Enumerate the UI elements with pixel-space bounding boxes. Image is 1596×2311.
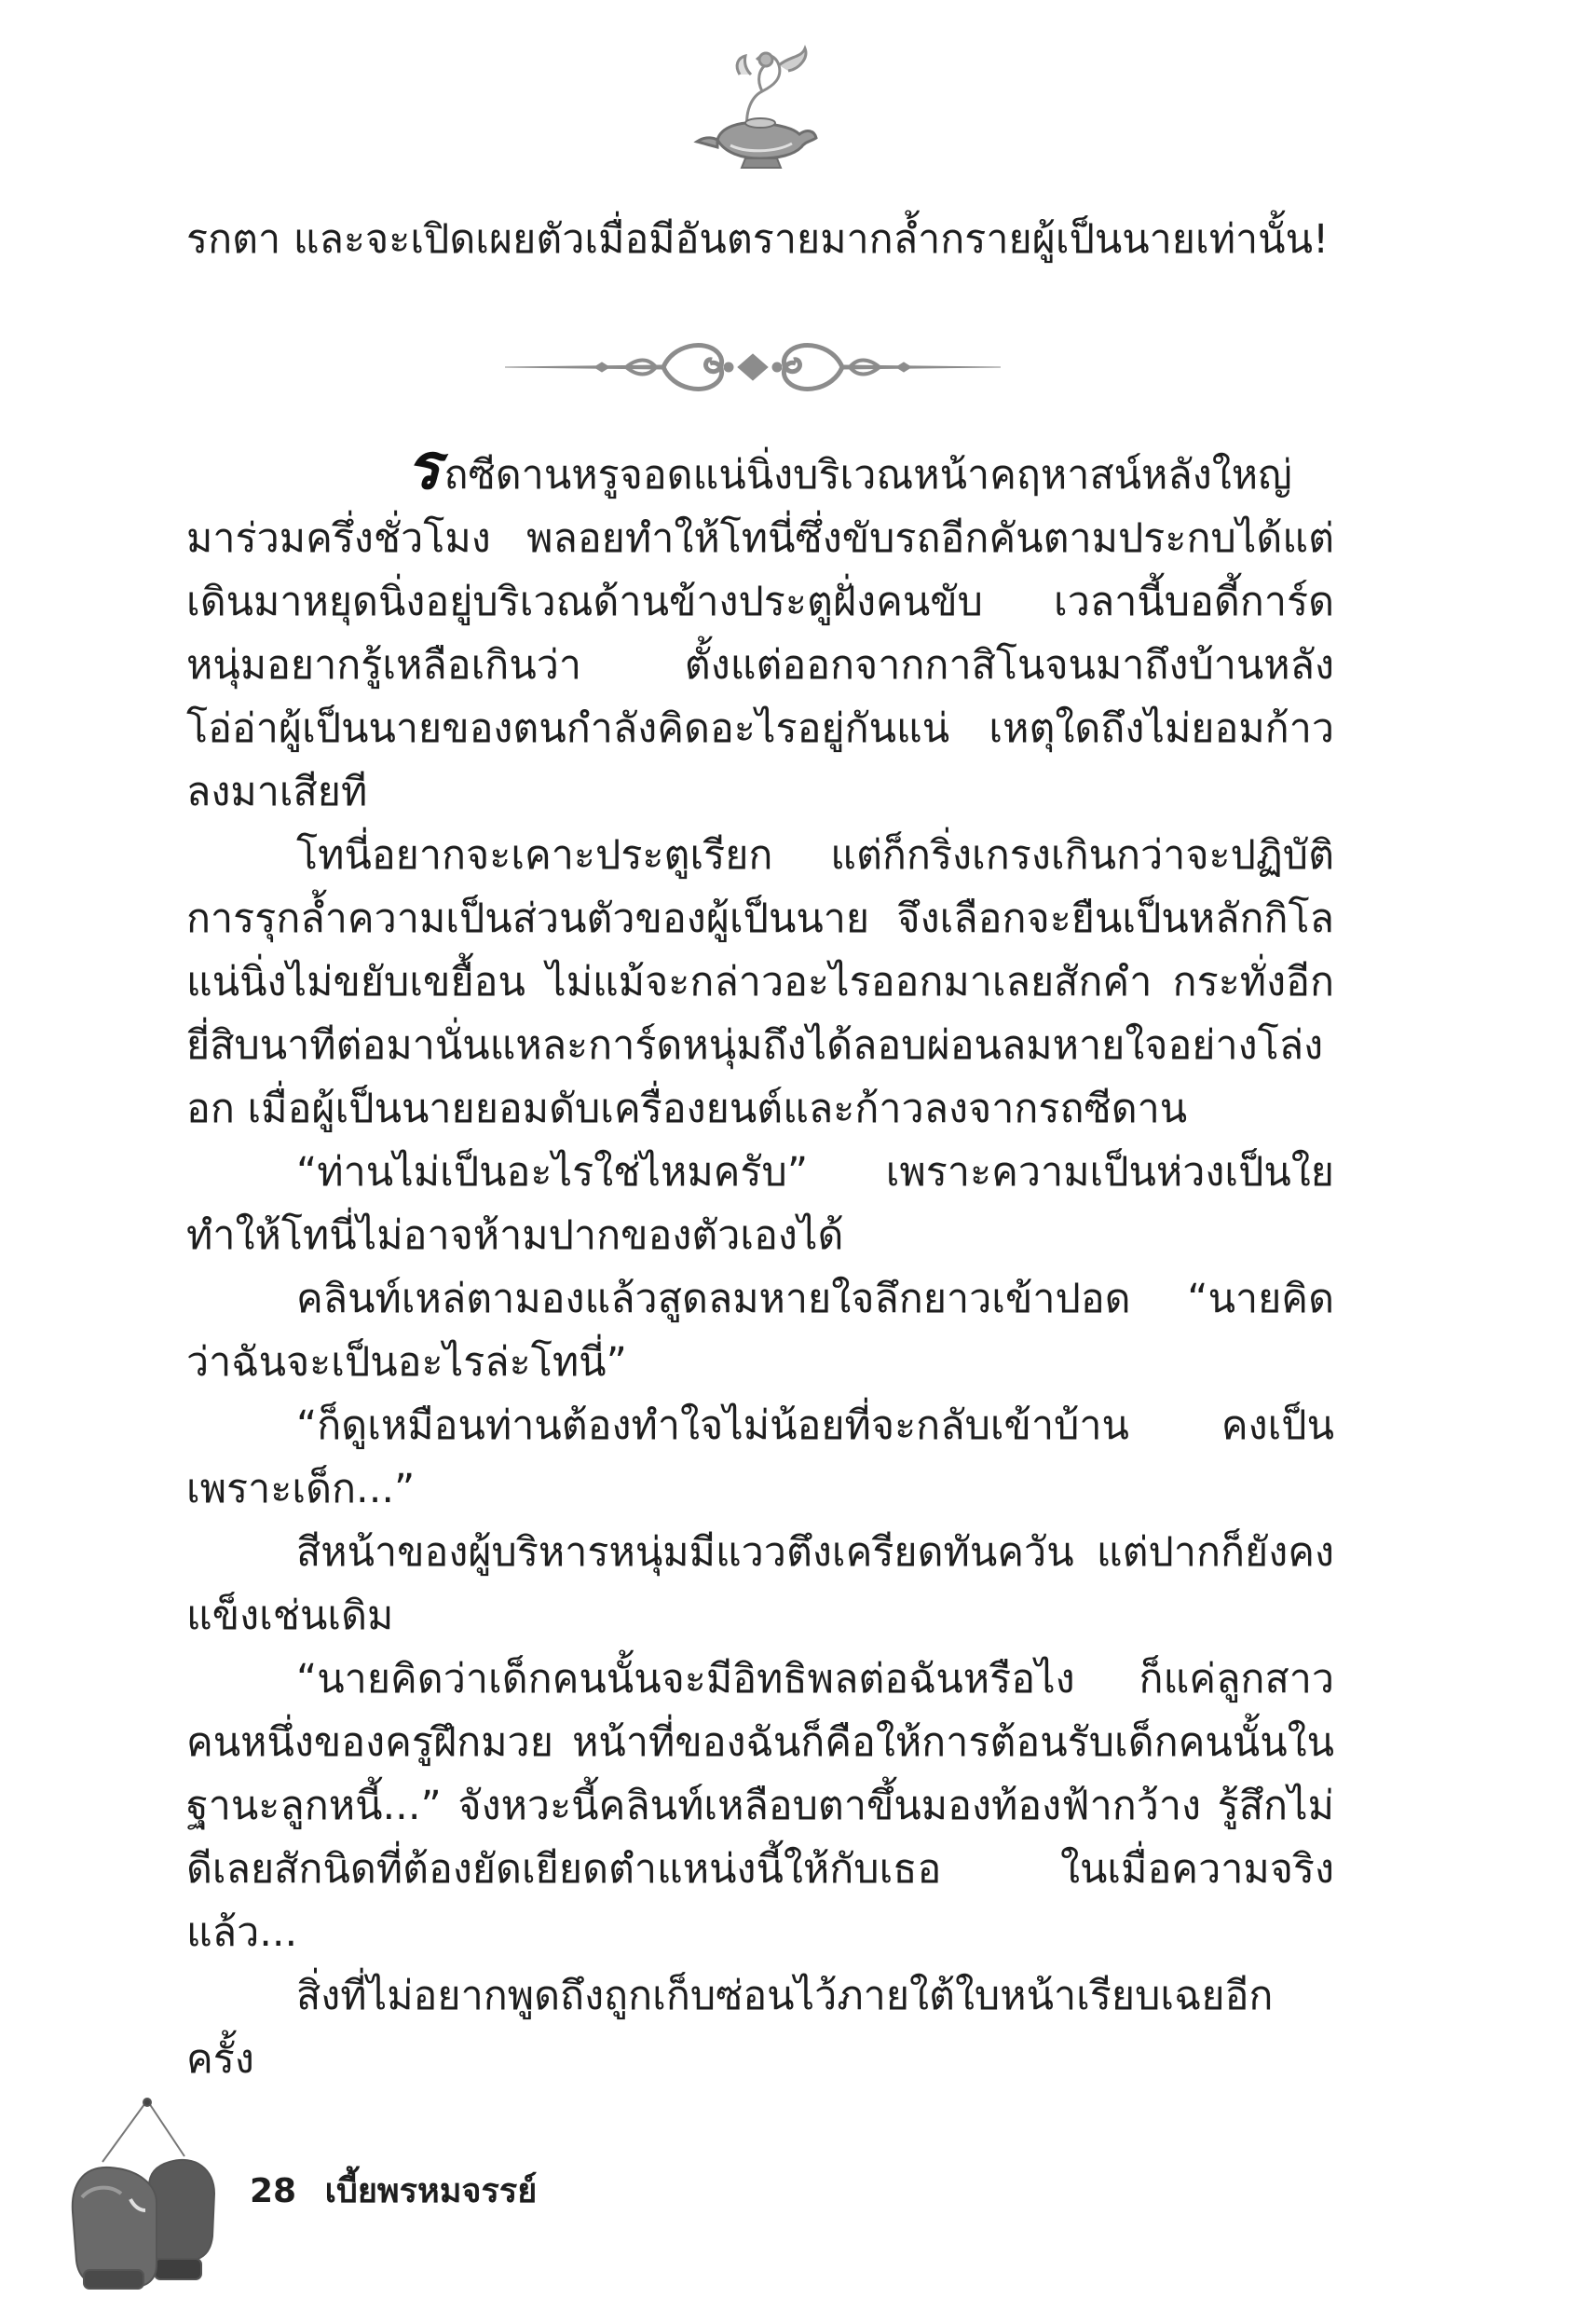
paragraph: “ท่านไม่เป็นอะไรใช่ไหมครับ” เพราะความเป็นห่วงเป็นใย ทำให้โทนี่ไม่อาจห้ามปากของตัวเองได้	[186, 1149, 1334, 1259]
paragraph: “นายคิดว่าเด็กคนนั้นจะมีอิทธิพลต่อฉันหรือไง ก็แค่ลูกสาวคนหนึ่งของครูฝึกมวย หน้าที่ของฉันก็คือให้การต้อนรับเด็กคนนั้นในฐานะลูกหนี้...” จังหวะนี้คลินท์เหลือบตาขึ้นมองท้องฟ้ากว้าง รู้สึกไม่ดีเลยสักนิดที่ต้องยัดเยียดตำแหน่งนี้ให้กับเธอ ในเมื่อความจริงแล้ว...	[186, 1656, 1334, 1956]
paragraph: “ก็ดูเหมือนท่านต้องทำใจไม่น้อยที่จะกลับเข้าบ้าน คงเป็นเพราะเด็ก...”	[186, 1402, 1334, 1512]
page-footer	[250, 2164, 537, 2217]
book-title: เบี้ยพรหมจรรย์	[324, 2172, 538, 2210]
paragraph: สิ่งที่ไม่อยากพูดถึงถูกเก็บซ่อนไว้ภายใต้ใบหน้าเรียบเฉยอีกครั้ง	[186, 1973, 1274, 2083]
paragraph: โทนี่อยากจะเคาะประตูเรียก แต่ก็กริ่งเกรงเกินกว่าจะปฏิบัติการรุกล้ำความเป็นส่วนตัวของผู้เป็นนาย จึงเลือกจะยืนเป็นหลักกิโล แน่นิ่งไม่ขยับเขยื้อน ไม่แม้จะกล่าวอะไรออกมาเลยสักคำ กระทั่งอีกยี่สิบนาทีต่อมานั่นแหละการ์ดหนุ่มถึงได้ลอบผ่อนลมหายใจอย่างโล่งอก เมื่อผู้เป็นนายยอมดับเครื่องยนต์และก้าวลงจากรถซีดาน	[186, 832, 1334, 1132]
body-text	[186, 430, 1334, 2091]
page-number: 28	[250, 2172, 297, 2210]
paragraph: สีหน้าของผู้บริหารหนุ่มมีแววตึงเครียดทันควัน แต่ปากก็ยังคงแข็งเช่นเดิม	[186, 1529, 1334, 1639]
boxing-gloves-icon	[65, 2097, 224, 2292]
genie-lamp-icon	[689, 37, 829, 177]
paragraph	[186, 430, 1334, 824]
drop-cap: ร	[406, 430, 441, 504]
paragraph: คลินท์เหล่ตามองแล้วสูดลมหายใจลึกยาวเข้าปอด “นายคิดว่าฉันจะเป็นอะไรล่ะโทนี่”	[186, 1276, 1334, 1386]
first-paragraph-text: ถซีดานหรูจอดแน่นิ่งบริเวณหน้าคฤหาสน์หลังใหญ่มาร่วมครึ่งชั่วโมง พลอยทำให้โทนี่ซึ่งขับรถอีกคันตามประกบได้แต่เดินมาหยุดนิ่งอยู่บริเวณด้านข้างประตูฝั่งคนขับ เวลานี้บอดี้การ์ดหนุ่มอยากรู้เหลือเกินว่า ตั้งแต่ออกจากกาสิโนจนมาถึงบ้านหลังโอ่อ่าผู้เป็นนายของตนกำลังคิดอะไรอยู่กันแน่ เหตุใดถึงไม่ยอมก้าวลงมาเสียที	[186, 452, 1334, 815]
previous-paragraph-end: รกตา และจะเปิดเผยตัวเมื่อมีอันตรายมากล้ำกรายผู้เป็นนายเท่านั้น!	[186, 216, 1330, 263]
ornamental-divider-icon	[505, 334, 1001, 401]
